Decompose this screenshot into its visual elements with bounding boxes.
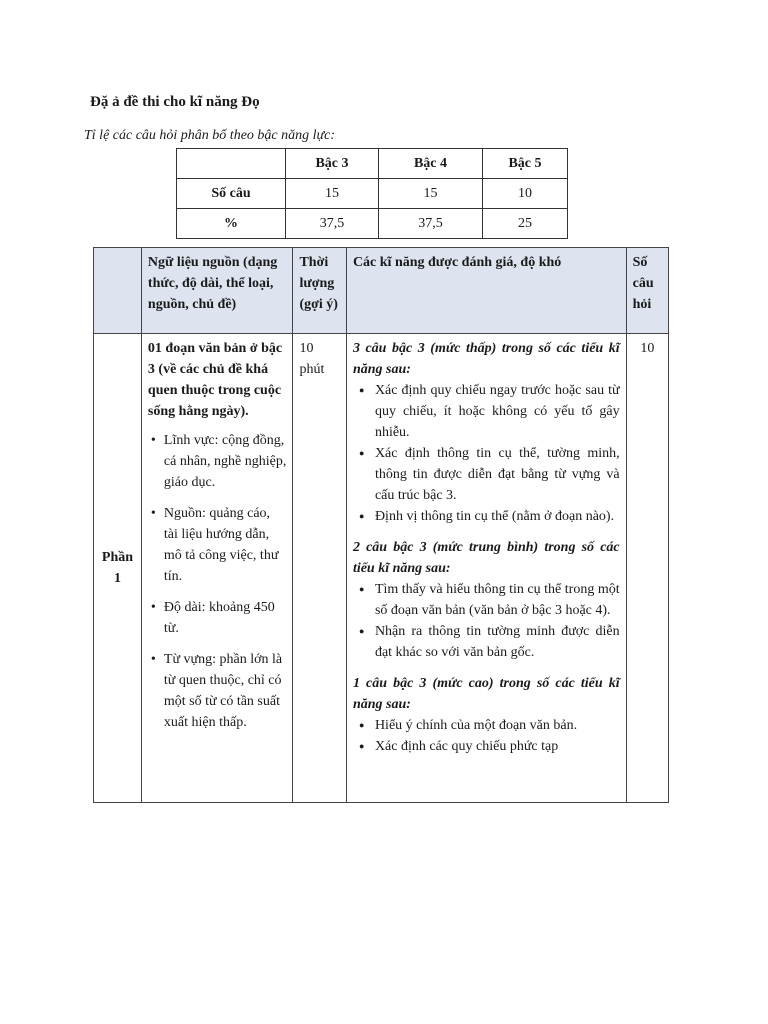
skill-item: ● Nhận ra thông tin tường minh được diễn đạt khác so với văn bản gốc. bbox=[353, 621, 620, 663]
page-heading: Đặ ả đề thi cho kĩ năng Đọ bbox=[90, 94, 260, 110]
source-lead: 01 đoạn văn bản ở bậc 3 (về các chủ đề khá quen thuộc trong cuộc sống hằng ngày). bbox=[147, 341, 283, 419]
skill-item: ● Định vị thông tin cụ thể (nằm ở đoạn nào). bbox=[353, 506, 620, 527]
ratio-row bbox=[177, 179, 568, 209]
source-list bbox=[148, 430, 287, 733]
ratio-row-label: Số câu bbox=[177, 179, 286, 209]
source-item: • Lĩnh vực: cộng đồng, cá nhân, nghề nghiệp, giáo dục. bbox=[148, 430, 287, 493]
source-item: • Độ dài: khoảng 450 từ. bbox=[148, 597, 287, 639]
ratio-header-cell: Bậc 5 bbox=[483, 149, 568, 179]
ratio-header-row bbox=[177, 149, 568, 179]
skill-item: ● Tìm thấy và hiểu thông tin cụ thể trong một số đoạn văn bản (văn bản ở bậc 3 hoặc 4). bbox=[353, 579, 620, 621]
ratio-table bbox=[176, 148, 568, 239]
skill-group bbox=[353, 338, 620, 527]
source-item: • Từ vựng: phần lớn là từ quen thuộc, chỉ có một số từ có tần suất xuất hiện thấp. bbox=[148, 649, 287, 733]
spec-header-row bbox=[94, 248, 669, 334]
ratio-header-cell bbox=[177, 149, 286, 179]
spec-header-count: Số câu hỏi bbox=[626, 248, 668, 334]
skills-cell bbox=[346, 334, 626, 803]
skill-item: ● Hiểu ý chính của một đoạn văn bản. bbox=[353, 715, 620, 736]
spec-table bbox=[93, 247, 669, 803]
skill-group-title: 2 câu bậc 3 (mức trung bình) trong số các tiểu kĩ năng sau: bbox=[352, 540, 620, 576]
ratio-header-cell: Bậc 4 bbox=[379, 149, 483, 179]
source-cell bbox=[141, 334, 293, 803]
spec-header-duration: Thời lượng (gợi ý) bbox=[293, 248, 346, 334]
spec-row-part-1 bbox=[94, 334, 669, 803]
skill-list bbox=[353, 579, 620, 663]
ratio-row bbox=[177, 209, 568, 239]
skill-list bbox=[353, 715, 620, 757]
duration-cell: 10 phút bbox=[293, 334, 346, 803]
skill-item: ● Xác định quy chiếu ngay trước hoặc sau từ quy chiếu, ít hoặc không có yếu tố gây nhiễu. bbox=[353, 380, 620, 443]
ratio-row-label: % bbox=[177, 209, 286, 239]
skill-group bbox=[353, 537, 620, 663]
ratio-header-cell: Bậc 3 bbox=[286, 149, 379, 179]
ratio-cell: 37,5 bbox=[379, 209, 483, 239]
ratio-cell: 15 bbox=[379, 179, 483, 209]
part-label: Phần 1 bbox=[94, 334, 142, 803]
ratio-cell: 15 bbox=[286, 179, 379, 209]
ratio-caption: Tỉ lệ các câu hỏi phân bố theo bậc năng lực: bbox=[84, 128, 336, 143]
skill-group-title: 3 câu bậc 3 (mức thấp) trong số các tiểu kĩ năng sau: bbox=[352, 341, 620, 377]
skill-group-title: 1 câu bậc 3 (mức cao) trong số các tiểu kĩ năng sau: bbox=[352, 676, 620, 712]
skill-item: ● Xác định thông tin cụ thể, tường minh, thông tin được diễn đạt bằng từ vựng và cấu trúc bậc 3. bbox=[353, 443, 620, 506]
skill-list bbox=[353, 380, 620, 527]
ratio-cell: 25 bbox=[483, 209, 568, 239]
source-item: • Nguồn: quảng cáo, tài liệu hướng dẫn, mô tả công việc, thư tín. bbox=[148, 503, 287, 587]
skill-group bbox=[353, 673, 620, 757]
ratio-cell: 10 bbox=[483, 179, 568, 209]
spec-header-source: Ngữ liệu nguồn (dạng thức, độ dài, thể loại, nguồn, chủ đề) bbox=[141, 248, 293, 334]
ratio-cell: 37,5 bbox=[286, 209, 379, 239]
spec-header-blank bbox=[94, 248, 142, 334]
question-count: 10 bbox=[626, 334, 668, 803]
skill-item: ● Xác định các quy chiếu phức tạp bbox=[353, 736, 620, 757]
spec-header-skills: Các kĩ năng được đánh giá, độ khó bbox=[346, 248, 626, 334]
